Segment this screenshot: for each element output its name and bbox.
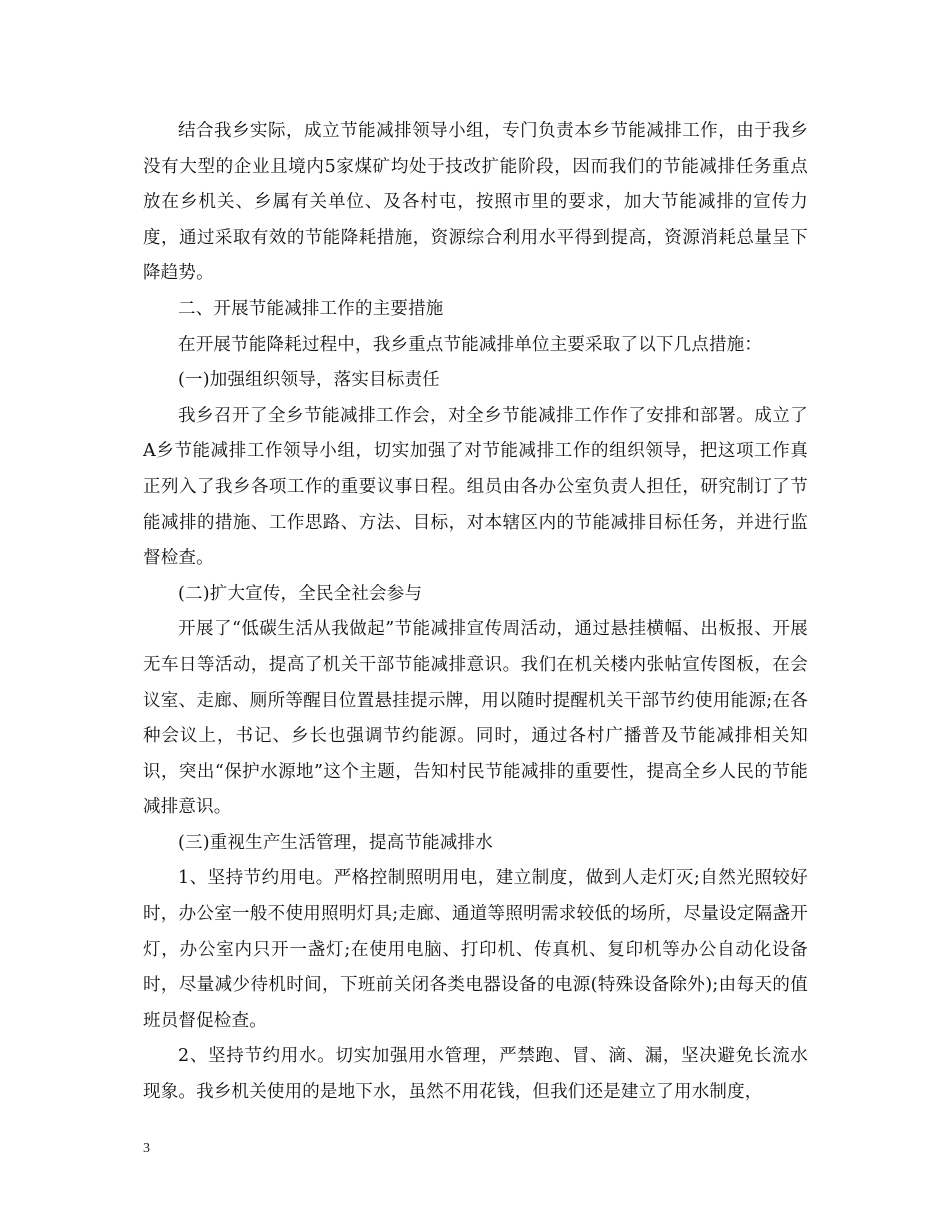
section-heading-measures: 二、开展节能减排工作的主要措施 bbox=[178, 298, 444, 319]
paragraph-publicity: 开展了“低碳生活从我做起”节能减排宣传周活动，通过悬挂横幅、出板报、开展无车日等活动，提高了机关干部节能减排意识。我们在机关楼内张帖宣传图板，在会议室、走廊、厕所等醒目位置悬挂提示牌，用以随时提醒机关干部节约使用能源;在各种会议上，书记、乡长也强调节约能源。同时，通过各村广播普及节能减排相关知识，突出“保护水源地”这个主题，告知村民节能减排的重要性，提高全乡人民的节能减排意识。 bbox=[143, 619, 808, 818]
paragraph-measures-intro: 在开展节能降耗过程中，我乡重点节能减排单位主要采取了以下几点措施： bbox=[178, 334, 763, 355]
paragraph-water: 2、坚持节约用水。切实加强用水管理，严禁跑、冒、滴、漏，坚决避免长流水现象。我乡机关使用的是地下水，虽然不用花钱，但我们还是建立了用水制度， bbox=[143, 1046, 808, 1103]
paragraph-organization: 我乡召开了全乡节能减排工作会，对全乡节能减排工作作了安排和部署。成立了A乡节能减排工作领导小组，切实加强了对节能减排工作的组织领导，把这项工作真正列入了我乡各项工作的重要议事日程。组员由各办公室负责人担任，研究制订了节能减排的措施、工作思路、方法、目标，对本辖区内的节能减排目标任务，并进行监督检查。 bbox=[143, 405, 808, 569]
subheading-organization: (一)加强组织领导，落实目标责任 bbox=[178, 370, 440, 391]
subheading-publicity: (二)扩大宣传，全民全社会参与 bbox=[178, 583, 423, 604]
page-number: 3 bbox=[143, 1141, 150, 1156]
paragraph-intro: 结合我乡实际，成立节能减排领导小组，专门负责本乡节能减排工作，由于我乡没有大型的企业且境内5家煤矿均处于技改扩能阶段，因而我们的节能减排任务重点放在乡机关、乡属有关单位、及各村屯，按照市里的要求，加大节能减排的宣传力度，通过采取有效的节能降耗措施，资源综合利用水平得到提高，资源消耗总量呈下降趋势。 bbox=[143, 121, 808, 284]
paragraph-electricity: 1、坚持节约用电。严格控制照明用电，建立制度，做到人走灯灭;自然光照较好时，办公室一般不使用照明灯具;走廊、通道等照明需求较低的场所，尽量设定隔盏开灯，办公室内只开一盏灯;在使用电脑、打印机、传真机、复印机等办公自动化设备时，尽量减少待机时间，下班前关闭各类电器设备的电源(特殊设备除外);由每天的值班员督促检查。 bbox=[143, 868, 808, 1031]
subheading-management: (三)重视生产生活管理，提高节能减排水 bbox=[178, 832, 493, 853]
document-body bbox=[143, 114, 808, 1111]
